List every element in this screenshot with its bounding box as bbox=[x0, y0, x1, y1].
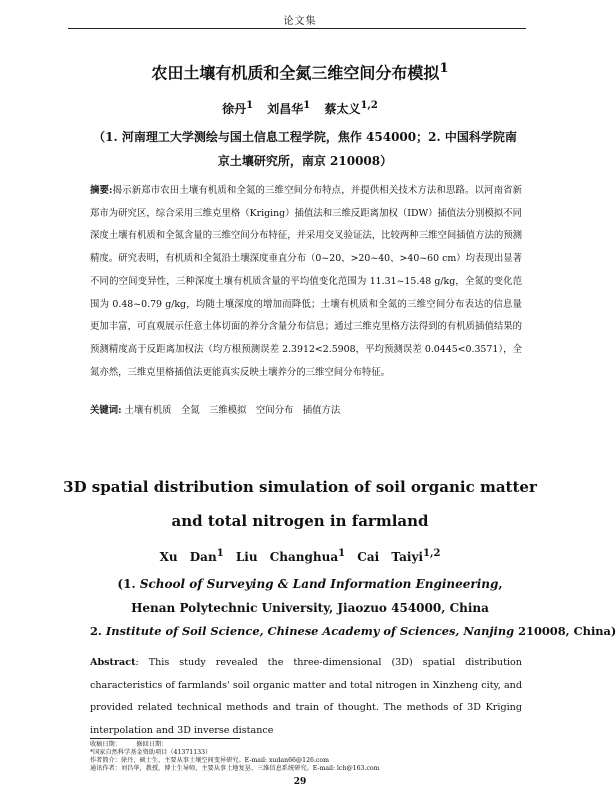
footnote: 通讯作者：刘昌华，教授，博士生导师，主要从事土地复垦、三维信息系统研究。E-mail: lch@163.com bbox=[90, 765, 380, 772]
cn-keywords-label: 关键词: bbox=[90, 405, 122, 416]
cn-title-text: 农田土壤有机质和全氮三维空间分布模拟 bbox=[151, 63, 440, 83]
cn-title-footnote-mark: 1 bbox=[439, 60, 449, 76]
cn-title bbox=[0, 60, 600, 83]
cn-abstract bbox=[90, 180, 522, 384]
footnote: 作者简介：徐丹，硕士生，主要从事土壤空间变异研究。E-mail: xudan66@126.com bbox=[90, 757, 329, 764]
footnote-rule bbox=[90, 738, 240, 739]
cn-author: 徐丹$^1$ bbox=[222, 100, 254, 116]
cn-authors bbox=[0, 100, 600, 117]
footnote: *国家自然科学基金资助项目（41371133） bbox=[90, 749, 212, 756]
en-abstract-body: : This study revealed the three-dimensional (3D) spatial distribution characteristics of farmlands' soil organic matter and total nitrogen in Xinzheng city, and provided related technical methods and train of thought. The methods of 3D Kriging interpolation and 3D inverse distance bbox=[90, 657, 522, 736]
en-author: Cai Taiyi$^{1,2}$ bbox=[357, 548, 441, 564]
en-abstract bbox=[90, 652, 522, 742]
cn-affiliation-line-2: 京土壤研究所，南京 210008） bbox=[217, 154, 393, 168]
en-title: 3D spatial distribution simulation of soil organic matter and total nitrogen in farmland bbox=[63, 478, 537, 530]
cn-keywords-list: 土壤有机质 全氮 三维模拟 空间分布 插值方法 bbox=[124, 405, 341, 416]
en-author: Xu Dan$^1$ bbox=[159, 548, 224, 564]
footnotes bbox=[90, 741, 530, 773]
cn-affiliation-line-1: （1. 河南理工大学测绘与国土信息工程学院，焦作 454000；2. 中国科学院南 bbox=[93, 130, 517, 144]
cn-author: 刘昌华$^1$ bbox=[267, 100, 311, 116]
en-author: Liu Changhua$^1$ bbox=[235, 548, 346, 564]
en-abstract-label: Abstract bbox=[90, 657, 136, 668]
footnote: 收稿日期： 修回日期： bbox=[90, 741, 168, 748]
cn-abstract-label: 摘要: bbox=[90, 185, 113, 196]
en-affiliation-1: (1. School of Surveying & Land Information Engineering, Henan Polytechnic University, Jiaozuo 454000, China bbox=[117, 577, 503, 615]
cn-author: 蔡太义$^{1,2}$ bbox=[324, 100, 378, 116]
running-header: 论文集 bbox=[283, 16, 317, 27]
cn-keywords bbox=[90, 402, 522, 416]
cn-abstract-body: 揭示新郑市农田土壤有机质和全氮的三维空间分布特点，并提供相关技术方法和思路。以河南省新郑市为研究区，综合采用三维克里格（Kriging）插值法和三维反距离加权（IDW）插值法分别模拟不同深度土壤有机质和全氮含量的三维空间分布特征，并采用交叉验证法，比较两种三维空间插值方法的预测精度。研究表明，有机质和全氮沿土壤深度垂直分布（0~20、>20~40、>40~60 cm）均表现出显著不同的空间变异性，三种深度土壤有机质含量的平均值变化范围为 11.31~15.48 g/kg，全氮的变化范围为 0.48~0.79 g/kg，均随土壤深度的增加而降低；土壤有机质和全氮的三维空间分布表达的信息量更加丰富，可直观展示任意土体切面的养分含量分布信息；通过三维克里格方法得到的有机质插值结果的预测精度高于反距离加权法（均方根预测误差 2.3912<2.5908，平均预测误差 0.0445<0.3571），全氮亦然，三维克里格插值法更能真实反映土壤养分的三维空间分布特征。 bbox=[90, 185, 522, 378]
page-number: 29 bbox=[293, 777, 307, 787]
en-authors bbox=[0, 548, 600, 564]
header-rule bbox=[68, 28, 526, 29]
en-affiliation-2: 2. Institute of Soil Science, Chinese Academy of Sciences, Nanjing 210008, China) bbox=[90, 624, 616, 638]
